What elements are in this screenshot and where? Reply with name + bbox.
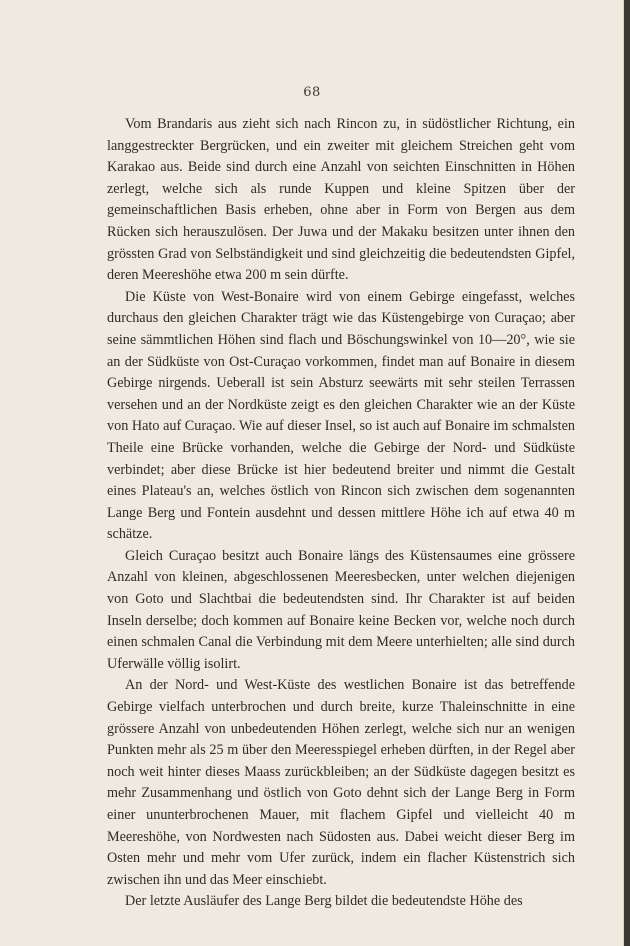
body-text	[107, 114, 575, 913]
paragraph-1: Vom Brandaris aus zieht sich nach Rincon zu, in südöstlicher Richtung, ein langgestreckter Bergrücken, und ein zweiter mit gleichem Streichen geht vom Karakao aus. Beide sind durch eine Anzahl von seichten Einschnitten in Höhen zerlegt, welche sich als runde Kuppen und kleine Spitzen über der gemeinschaftlichen Basis erheben, ohne aber in Form von Bergen aus dem Rücken sich herauszulösen. Der Juwa und der Makaku besitzen unter ihnen den grössten Grad von Selbständigkeit und sind gleichzeitig die bedeutendsten Gipfel, deren Meereshöhe etwa 200 m sein dürfte.	[107, 116, 575, 284]
paragraph-3: Gleich Curaçao besitzt auch Bonaire längs des Küstensaumes eine grössere Anzahl von kleinen, abgeschlossenen Meeresbecken, unter welchen diejenigen von Goto und Slachtbai die bedeutendsten sind. Ihr Charakter ist auf beiden Inseln derselbe; doch kommen auf Bonaire keine Becken vor, welche noch durch einen schmalen Canal die Verbindung mit dem Meere unterhielten; alle sind durch Uferwälle völlig isolirt.	[107, 547, 575, 672]
paragraph-5: Der letzte Ausläufer des Lange Berg bildet die bedeutendste Höhe des	[125, 893, 523, 910]
page-number: 68	[303, 85, 321, 100]
paragraph-4: An der Nord- und West-Küste des westlichen Bonaire ist das betreffende Gebirge vielfach unterbrochen und durch breite, kurze Thaleinschnitte in eine grössere Anzahl von unbedeutenden Höhen zerlegt, welche sich nur an wenigen Punkten mehr als 25 m über den Meeresspiegel erheben dürften, in der Regel aber noch weit hinter dieses Maass zurückbleiben; an der Südküste dagegen besitzt es mehr Zusammenhang und östlich von Goto dehnt sich der Lange Berg in Form einer ununterbrochenen Mauer, mit flachem Gipfel und vielleicht 40 m Meereshöhe, von Nordwesten nach Südosten aus. Dabei weicht dieser Berg im Osten mehr und mehr vom Ufer zurück, indem ein flacher Küstenstrich sich zwischen ihn und das Meer einschiebt.	[107, 677, 575, 888]
book-spine-edge	[624, 0, 630, 946]
paragraph-2: Die Küste von West-Bonaire wird von einem Gebirge eingefasst, welches durchaus den gleichen Charakter trägt wie das Küstengebirge von Curaçao; aber seine sämmtlichen Höhen sind flach und Böschungswinkel von 10—20°, wie sie an der Südküste von Ost-Curaçao vorkommen, findet man auf Bonaire in diesem Gebirge nirgends. Ueberall ist sein Absturz seewärts mit sehr steilen Terrassen versehen und an der Nordküste zeigt es den gleichen Charakter wie an der Küste von Hato auf Curaçao. Wie auf dieser Insel, so ist auch auf Bonaire im schmalsten Theile eine Brücke vorhanden, welche die Gebirge der Nord- und Südküste verbindet; aber diese Brücke ist hier bedeutend breiter und nimmt die Gestalt eines Plateau's an, welches östlich von Rincon sich zwischen dem sogenannten Lange Berg und Fontein ausdehnt und dessen mittlere Höhe ich auf etwa 40 m schätze.	[107, 288, 575, 543]
